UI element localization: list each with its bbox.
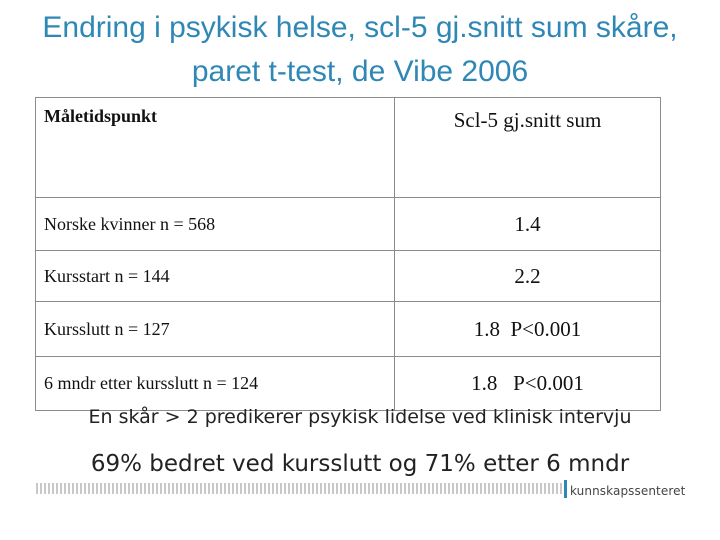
row-label: Kursslutt n = 127: [36, 302, 395, 357]
table-row: [36, 251, 661, 302]
table-row: [36, 357, 661, 411]
logo-mark-icon: [564, 480, 567, 498]
note-improvement: 69% bedret ved kursslutt og 71% etter 6 mndr: [90, 451, 630, 477]
row-label: 6 mndr etter kursslutt n = 124: [36, 357, 395, 411]
title-line-2: paret t-test, de Vibe 2006: [191, 55, 529, 88]
row-value: 1.4: [395, 198, 661, 251]
row-value: 2.2: [395, 251, 661, 302]
row-label: Norske kvinner n = 568: [36, 198, 395, 251]
footer-decorative-bar: [36, 483, 564, 494]
row-value: 1.8 P<0.001: [395, 357, 661, 411]
logo-text: kunnskapssenteret: [570, 484, 686, 498]
table-header-row: [36, 98, 661, 198]
row-label: Kursstart n = 144: [36, 251, 395, 302]
table-row: [36, 302, 661, 357]
row-value: 1.8 P<0.001: [395, 302, 661, 357]
results-table: [35, 97, 661, 411]
column-header-measurement-time: Måletidspunkt: [36, 98, 395, 198]
column-header-scl5-mean: Scl-5 gj.snitt sum: [395, 98, 661, 198]
slide-title: [0, 6, 720, 94]
title-line-1: Endring i psykisk helse, scl-5 gj.snitt sum skåre,: [42, 11, 678, 44]
kunnskapssenteret-logo: [564, 478, 685, 498]
note-threshold: En skår > 2 predikerer psykisk lidelse ved klinisk intervju: [88, 406, 632, 428]
table-row: [36, 198, 661, 251]
